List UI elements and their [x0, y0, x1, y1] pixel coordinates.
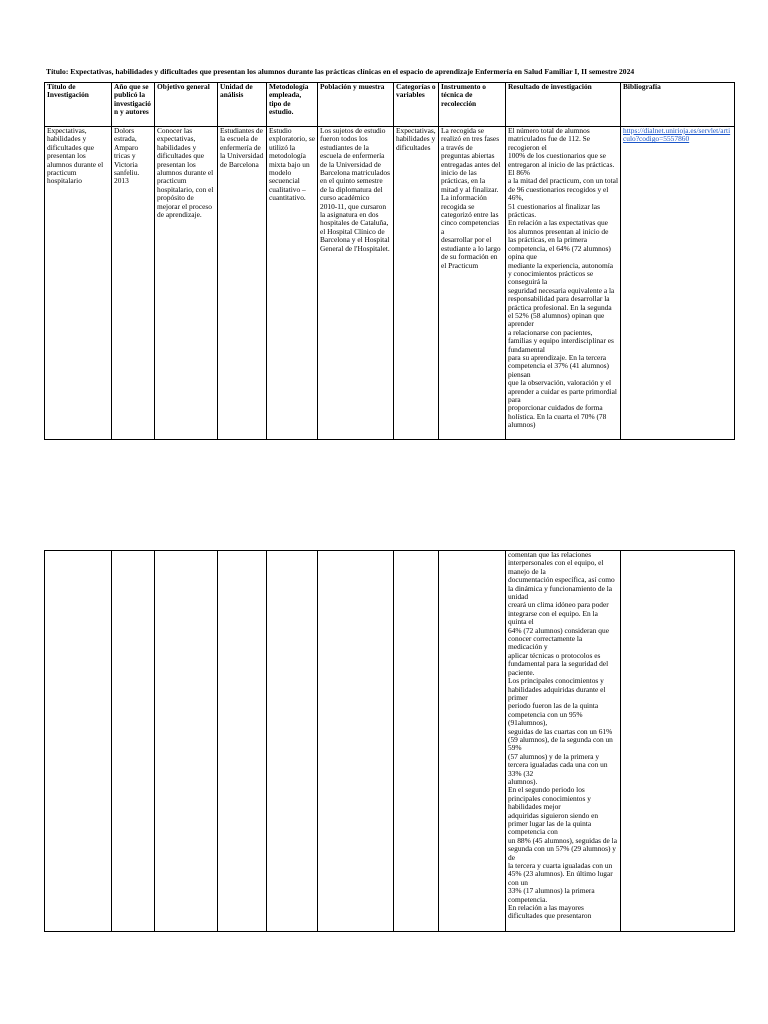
cell-empty	[318, 551, 394, 932]
header-titulo: Título de Investigación	[45, 83, 112, 127]
cell-empty	[155, 551, 218, 932]
header-bibliografia: Bibliografía	[621, 83, 735, 127]
header-objetivo: Objetivo general	[155, 83, 218, 127]
header-unidad: Unidad de análisis	[218, 83, 267, 127]
cell-empty	[439, 551, 506, 932]
cell-metodologia: Estudio exploratorio, se utilizó la metodología mixta bajo un modelo secuencial cualitativo – cuantitativo.	[267, 127, 318, 440]
research-table-continued	[44, 550, 735, 932]
cell-unidad: Estudiantes de la escuela de enfermería de la Universidad de Barcelona	[218, 127, 267, 440]
cell-empty	[267, 551, 318, 932]
header-row	[45, 83, 735, 127]
cell-poblacion: Los sujetos de estudio fueron todos los estudiantes de la escuela de enfermería de la Universidad de Barcelona matriculados en el quinto semestre de la diplomatura del curso académico 2010-11, que cursaron la asignatura en dos hospitales de Cataluña, el Hospital Clínico de Barcelona y el Hospital General de l'Hospitalet.	[318, 127, 394, 440]
cell-titulo: Expectativas, habilidades y dificultades que presentan los alumnos durante el practicum hospitalario	[45, 127, 112, 440]
cell-anio-autores: Dolors estrada, Amparo tricas y Victoria sanfeliu. 2013	[112, 127, 155, 440]
cell-bibliografia	[621, 127, 735, 440]
cell-resultado-continued: comentan que las relaciones interpersonales con el equipo, el manejo de la documentación específica, así como la dinámica y funcionamiento de la unidad creará un clima idóneo para poder integrarse con el equipo. En la quinta el 64% (72 alumnos) consideran que conocer correctamente la medicación y aplicar técnicas o protocolos es fundamental para la seguridad del paciente. Los principales conocimientos y habilidades adquiridas durante el primer periodo fueron las de la quinta competencia con un 95% (91alumnos), seguidas de las cuartas con un 61% (59 alumnos), de la segunda con un 59% (57 alumnos) y de la primera y tercera igualadas cada una con un 33% (32 alumnos). En el segundo periodo los principales conocimientos y habilidades mejor adquiridas siguieron siendo en primer lugar las de la quinta competencia con un 88% (45 alumnos), seguidas de la segunda con un 57% (29 alumnos) y de la tercera y cuarta igualadas con un 45% (23 alumnos). En último lugar con un 33% (17 alumnos) la primera competencia. En relación a las mayores dificultades que presentaron	[506, 551, 621, 932]
header-resultado: Resultado de investigación	[506, 83, 621, 127]
table-row	[45, 127, 735, 440]
document-title: Título: Expectativas, habilidades y dificultades que presentan los alumnos durante las prácticas clínicas en el espacio de aprendizaje Enfermería en Salud Familiar I, II semestre 2024	[46, 67, 635, 76]
cell-categorias: Expectativas, habilidades y dificultades	[394, 127, 439, 440]
cell-empty	[112, 551, 155, 932]
cell-empty	[394, 551, 439, 932]
header-metodologia: Metodología empleada, tipo de estudio.	[267, 83, 318, 127]
cell-empty	[218, 551, 267, 932]
cell-objetivo: Conocer las expectativas, habilidades y dificultades que presentan los alumnos durante el practicum hospitalario, con el propósito de mejorar el proceso de aprendizaje.	[155, 127, 218, 440]
cell-empty	[45, 551, 112, 932]
header-instrumento: Instrumento o técnica de recolección	[439, 83, 506, 127]
bibliography-link[interactable]: https://dialnet.unirioja.es/servlet/articulo?codigo=5557860	[623, 126, 731, 144]
table-row	[45, 551, 735, 932]
cell-empty	[621, 551, 735, 932]
research-table	[44, 82, 735, 440]
cell-resultado: El número total de alumnos matriculados fue de 112. Se recogieron el 100% de los cuestionarios que se entregaron al inicio de las prácticas. El 86% a la mitad del practicum, con un total de 96 cuestionarios recogidos y el 46%, 51 cuestionarios al finalizar las prácticas. En relación a las expectativas que los alumnos presentan al inicio de las prácticas, en la primera competencia, el 64% (72 alumnos) opina que mediante la experiencia, autonomía y conocimientos prácticos se conseguirá la seguridad necesaria equivalente a la responsabilidad para desarrollar la práctica profesional. En la segunda el 52% (58 alumnos) opinan que aprender a relacionarse con pacientes, familias y equipo interdisciplinar es fundamental para su aprendizaje. En la tercera competencia el 37% (41 alumnos) piensan que la observación, valoración y el aprender a cuidar es parte primordial para proporcionar cuidados de forma holística. En la cuarta el 70% (78 alumnos)	[506, 127, 621, 440]
header-poblacion: Población y muestra	[318, 83, 394, 127]
header-anio-autores: Año que se publicó la investigación y autores	[112, 83, 155, 127]
header-categorias: Categorías o variables	[394, 83, 439, 127]
cell-instrumento: La recogida se realizó en tres fases a través de preguntas abiertas entregadas antes del inicio de las prácticas, en la mitad y al finalizar. La información recogida se categorizó entre las cinco competencias a desarrollar por el estudiante a lo largo de su formación en el Practicum	[439, 127, 506, 440]
